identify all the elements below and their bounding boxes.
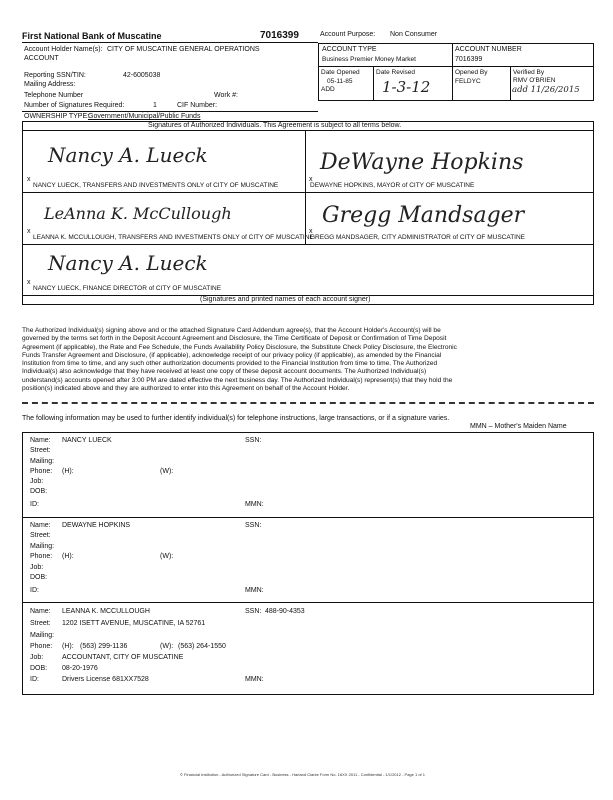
agreement-line: governed by the terms set forth in the Deposit Account Agreement and Disclosure, the Time Certificate of Deposit or Confirmation of Time Deposit — [22, 335, 447, 343]
sign-mark-2: x — [309, 176, 313, 183]
bank-name: First National Bank of Muscatine — [22, 31, 162, 41]
agreement-line: The Authorized Individual(s) signing above and or the attached Signature Card Addendum agree(s), that the Account Holder's Account(s) will be — [22, 327, 441, 334]
mmn-label: MMN: — [245, 676, 264, 683]
dob-label: DOB: — [30, 665, 48, 672]
agreement-line: Funds Transfer Agreement and Disclosure, (if applicable), acknowledge receipt of our privacy policy (if applicable), as amended by the Financial — [22, 351, 442, 359]
mmn-note: MMN – Mother's Maiden Name — [470, 423, 567, 430]
individual-3-street: 1202 ISETT AVENUE, MUSCATINE, IA 52761 — [62, 620, 206, 627]
ssn-label: SSN: — [245, 437, 262, 444]
date-opened-sub: ADD — [321, 86, 335, 93]
info-note: The following information may be used to further identify individual(s) for telephone instructions, large transactions, or if a signature varies. — [22, 415, 450, 422]
ownership-label: OWNERSHIP TYPE: — [24, 113, 90, 120]
phone-w-label: (W): — [160, 553, 174, 560]
sign-mark-1: x — [27, 176, 31, 183]
phone-w-label: (W): — [160, 468, 174, 475]
name-label: Name: — [30, 608, 51, 615]
street-label: Street: — [30, 447, 51, 454]
phone-h-label: (H): — [62, 643, 74, 650]
signature-footer: (Signatures and printed names of each account signer) — [200, 296, 371, 303]
sign-mark-5: x — [27, 279, 31, 286]
telephone-label: Telephone Number — [24, 92, 84, 99]
signer-caption-1: NANCY LUECK, TRANSFERS AND INVESTMENTS ONLY of CITY OF MUSCATINE — [33, 182, 279, 189]
individual-3-dob: 08-20-1976 — [62, 665, 98, 672]
agreement-line: understand(s) accounts opened after 3:00 PM are dated effective the next business day. The Authorized Individual(s) represent(s) that they hold the — [22, 376, 453, 384]
signature-5: Nancy A. Lueck — [48, 251, 208, 275]
ssn-value: 42-6005038 — [123, 72, 161, 79]
phone-label: Phone: — [30, 553, 53, 560]
individual-2-name: DEWAYNE HOPKINS — [62, 522, 131, 529]
sig-required-value: 1 — [153, 102, 157, 109]
holder-label: Account Holder Name(s): — [24, 46, 103, 53]
account-type-value: Business Premier Money Market — [322, 56, 416, 63]
id-label: ID: — [30, 676, 39, 683]
account-number-label: ACCOUNT NUMBER — [455, 46, 522, 53]
signature-1: Nancy A. Lueck — [48, 143, 208, 167]
signer-caption-5: NANCY LUECK, FINANCE DIRECTOR of CITY OF MUSCATINE — [33, 285, 222, 292]
sign-mark-4: x — [309, 228, 313, 235]
opened-by-value: FELDYC — [455, 78, 481, 85]
account-number-value: 7016399 — [455, 56, 483, 63]
signature-4: Gregg Mandsager — [322, 203, 525, 228]
account-number-top: 7016399 — [260, 30, 299, 41]
ssn-label: SSN: — [245, 522, 262, 529]
mailing-label: Mailing Address: — [24, 81, 76, 88]
job-label: Job: — [30, 564, 44, 571]
agreement-line: position(s) indicated above and they are authorized to enter into this Agreement on behalf of the Account Holder. — [22, 385, 350, 393]
signature-header: Signatures of Authorized Individuals. This Agreement is subject to all terms below. — [148, 122, 402, 129]
signature-3: LeAnna K. McCullough — [44, 204, 232, 223]
agreement-line: Institution from time to time, and any such other authorization documents provided to the Financial Institution from time to time. The Authorized — [22, 360, 438, 368]
agreement-text — [22, 327, 592, 393]
individual-3-id: Drivers License 681XX7528 — [62, 676, 149, 683]
account-purpose-value: Non Consumer — [390, 31, 438, 38]
individual-1-name: NANCY LUECK — [62, 437, 112, 444]
dob-label: DOB: — [30, 574, 48, 581]
id-label: ID: — [30, 501, 39, 508]
ssn-label: Reporting SSN/TIN: — [24, 72, 86, 79]
opened-by-label: Opened By — [455, 69, 488, 76]
signer-caption-2: DEWAYNE HOPKINS, MAYOR of CITY OF MUSCATINE — [310, 182, 475, 189]
individual-3-name: LEANNA K. MCCULLOUGH — [62, 608, 150, 615]
mmn-label: MMN: — [245, 501, 264, 508]
phone-w-label: (W): — [160, 643, 174, 650]
mailing-label: Mailing: — [30, 458, 55, 465]
date-opened-label: Date Opened — [321, 69, 360, 76]
agreement-line: Individual(s) also acknowledge that they have received at least one copy of these deposit account documents. The Authorized Individual(s) — [22, 368, 427, 376]
signer-caption-4: GREGG MANDSAGER, CITY ADMINISTRATOR of CITY OF MUSCATINE — [310, 234, 526, 241]
name-label: Name: — [30, 522, 51, 529]
signer-caption-3: LEANNA K. MCCULLOUGH, TRANSFERS AND INVESTMENTS ONLY of CITY OF MUSCATINE — [33, 234, 314, 241]
dob-label: DOB: — [30, 488, 48, 495]
job-label: Job: — [30, 478, 44, 485]
holder-value-line2: ACCOUNT — [24, 55, 59, 62]
individual-3-ssn: 488-90-4353 — [265, 608, 305, 615]
page-footer: © Financial Institution - Authorized Signature Card - Business - Harland Clarke Form No. 16XX 2011 - Confidential - 1/1/2012 - Page 1 of 1 — [180, 772, 425, 777]
phone-h-label: (H): — [62, 468, 74, 475]
verified-by-label: Verified By — [513, 69, 545, 76]
agreement-line: Agreement (if applicable), the Rate and Fee Schedule, the Funds Availability Policy Disclosure, the Substitute Check Policy Disclosure, the Electronic — [22, 343, 457, 351]
phone-label: Phone: — [30, 643, 53, 650]
name-label: Name: — [30, 437, 51, 444]
individual-3-phone-h: (563) 299-1136 — [80, 643, 128, 650]
mmn-label: MMN: — [245, 587, 264, 594]
mailing-label: Mailing: — [30, 632, 55, 639]
ssn-label: SSN: — [245, 608, 262, 615]
mailing-label: Mailing: — [30, 543, 55, 550]
account-type-label: ACCOUNT TYPE — [322, 46, 377, 53]
sig-required-label: Number of Signatures Required: — [24, 102, 125, 109]
verified-by-value: RMV O'BRIEN — [513, 77, 556, 84]
id-label: ID: — [30, 587, 39, 594]
verified-note: add 11/26/2015 — [512, 85, 580, 95]
cif-label: CIF Number: — [177, 102, 218, 109]
job-label: Job: — [30, 654, 44, 661]
date-opened-value: 05-11-85 — [327, 78, 353, 85]
account-purpose-label: Account Purpose: — [320, 31, 376, 38]
ownership-value: Government/Municipal/Public Funds — [88, 113, 201, 120]
phone-h-label: (H): — [62, 553, 74, 560]
date-revised-label: Date Revised — [376, 69, 416, 76]
sign-mark-3: x — [27, 228, 31, 235]
holder-value: CITY OF MUSCATINE GENERAL OPERATIONS — [107, 46, 260, 53]
street-label: Street: — [30, 532, 51, 539]
phone-label: Phone: — [30, 468, 53, 475]
individual-3-phone-w: (563) 264-1550 — [178, 643, 226, 650]
work-label: Work #: — [214, 92, 238, 99]
date-revised-value: 1-3-12 — [382, 78, 431, 96]
street-label: Street: — [30, 620, 51, 627]
signature-2: DeWayne Hopkins — [320, 150, 524, 175]
individual-3-job: ACCOUNTANT, CITY OF MUSCATINE — [62, 654, 184, 661]
